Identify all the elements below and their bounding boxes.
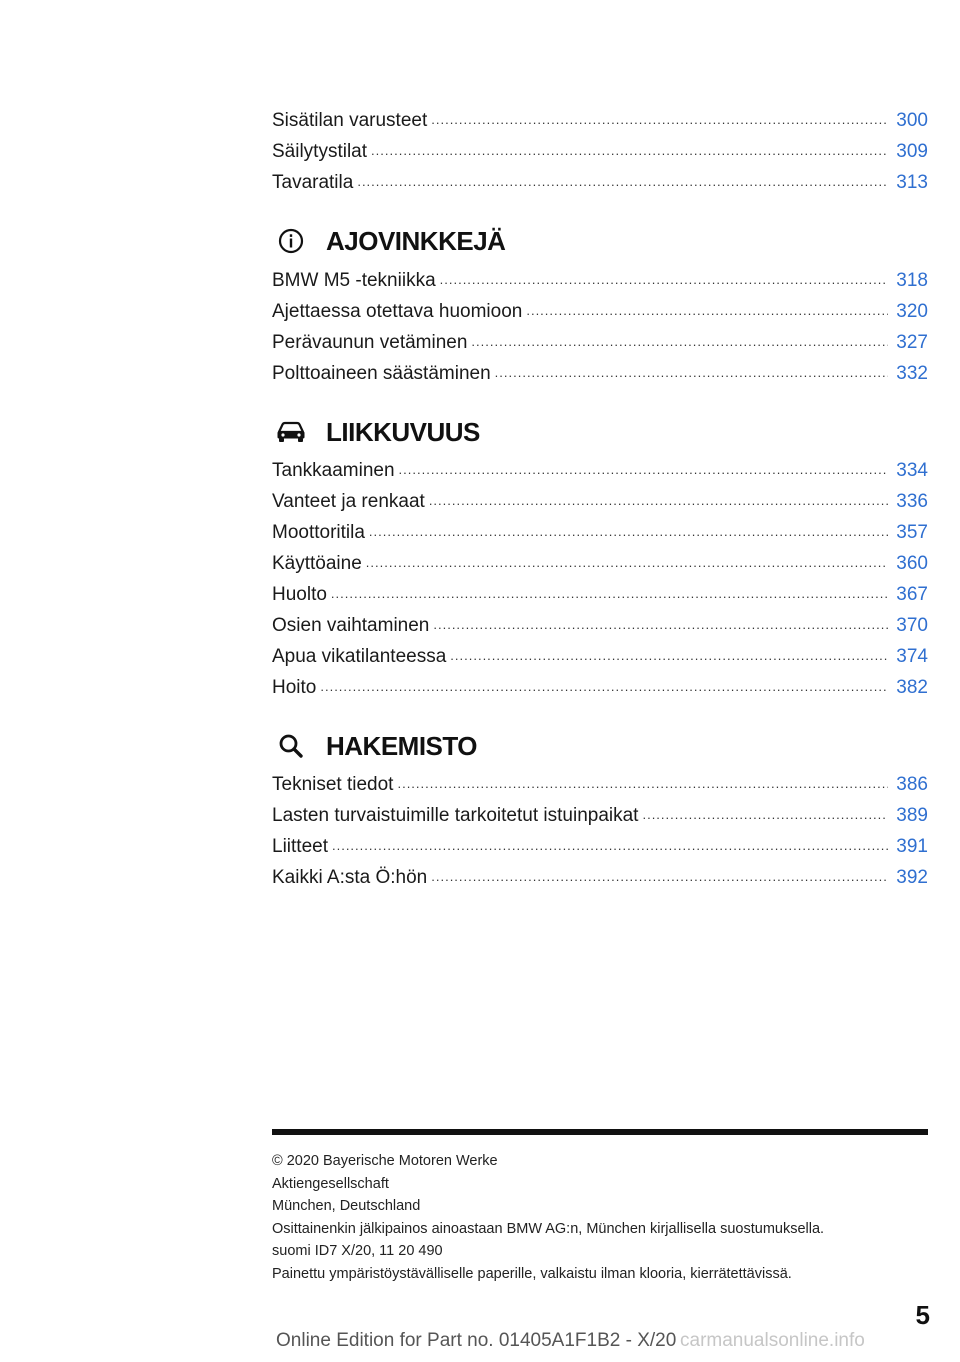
imprint-divider xyxy=(272,1129,928,1135)
toc-leader-dots xyxy=(526,301,888,321)
toc-page-link[interactable]: 318 xyxy=(896,270,928,291)
toc-entry[interactable] xyxy=(272,607,928,638)
toc-page-link[interactable]: 334 xyxy=(896,460,928,481)
toc-entry-label: Säilytystilat xyxy=(272,141,368,162)
toc-entry[interactable] xyxy=(272,355,928,386)
section-heading-hakemisto xyxy=(272,729,477,763)
toc-leader-dots xyxy=(366,553,888,573)
toc-entry-label: Osien vaihtaminen xyxy=(272,615,430,636)
toc-entry-label: Käyttöaine xyxy=(272,553,362,574)
imprint-edition-id: suomi ID7 X/20, 11 20 490 xyxy=(272,1243,443,1259)
toc-entry[interactable] xyxy=(272,164,928,195)
toc-leader-dots xyxy=(450,646,888,666)
imprint-reprint-notice: Osittainenkin jälkipainos ainoastaan BMW AG:n, München kirjallisella suostumuksella. xyxy=(272,1220,825,1237)
toc-leader-dots xyxy=(431,110,888,130)
toc-leader-dots xyxy=(429,491,888,511)
toc-entry[interactable] xyxy=(272,766,928,797)
section-title: LIIKKUVUUS xyxy=(326,416,480,447)
toc-page-link[interactable]: 386 xyxy=(896,774,928,795)
toc-entry-label: BMW M5 -tekniikka xyxy=(272,270,436,291)
toc-entry-label: Lasten turvaistuimille tarkoitetut istuinpaikat xyxy=(272,805,639,826)
search-icon xyxy=(276,731,306,761)
imprint-copyright: © 2020 Bayerische Motoren Werke xyxy=(272,1153,498,1169)
section-heading-ajovinkkeja xyxy=(272,224,505,258)
toc-entry-label: Tekniset tiedot xyxy=(272,774,394,795)
toc-page-link[interactable]: 357 xyxy=(896,522,928,543)
toc-entry[interactable] xyxy=(272,483,928,514)
toc-entry[interactable] xyxy=(272,102,928,133)
toc-entry[interactable] xyxy=(272,133,928,164)
toc-page-link[interactable]: 391 xyxy=(896,836,928,857)
toc-entry[interactable] xyxy=(272,293,928,324)
toc-page-link[interactable]: 309 xyxy=(896,141,928,162)
toc-leader-dots xyxy=(331,584,888,604)
toc-page-link[interactable]: 367 xyxy=(896,584,928,605)
toc-entry-label: Perävaunun vetäminen xyxy=(272,332,468,353)
toc-leader-dots xyxy=(357,172,888,192)
toc-entry-label: Hoito xyxy=(272,677,317,698)
toc-entry-label: Sisätilan varusteet xyxy=(272,110,428,131)
toc-entry-label: Huolto xyxy=(272,584,327,605)
toc-entry-label: Moottoritila xyxy=(272,522,365,543)
watermark: carmanualsonline.info xyxy=(680,1330,865,1351)
toc-entry-label: Polttoaineen säästäminen xyxy=(272,363,491,384)
section-title: HAKEMISTO xyxy=(326,730,478,761)
toc-page-link[interactable]: 320 xyxy=(896,301,928,322)
toc-leader-dots xyxy=(642,805,888,825)
toc-leader-dots xyxy=(471,332,888,352)
toc-entry[interactable] xyxy=(272,828,928,859)
toc-entry-label: Tankkaaminen xyxy=(272,460,395,481)
imprint-location: München, Deutschland xyxy=(272,1198,421,1214)
imprint-company: Aktiengesellschaft xyxy=(272,1175,389,1192)
toc-leader-dots xyxy=(495,363,888,383)
toc-entry[interactable] xyxy=(272,797,928,828)
toc-entry-label: Apua vikatilanteessa xyxy=(272,646,447,667)
toc-leader-dots xyxy=(320,677,888,697)
footer-edition: Online Edition for Part no. 01405A1F1B2 - X/20 xyxy=(276,1330,677,1351)
toc-entry-label: Ajettaessa otettava huomioon xyxy=(272,301,523,322)
toc-page-link[interactable]: 382 xyxy=(896,677,928,698)
toc-entry[interactable] xyxy=(272,638,928,669)
toc-page-link[interactable]: 336 xyxy=(896,491,928,512)
toc-page-link[interactable]: 370 xyxy=(896,615,928,636)
toc-entry[interactable] xyxy=(272,452,928,483)
toc-entry[interactable] xyxy=(272,859,928,890)
toc-entry-label: Liitteet xyxy=(272,836,328,857)
toc-entry-label: Kaikki A:sta Ö:hön xyxy=(272,867,428,888)
toc-page-link[interactable]: 313 xyxy=(896,172,928,193)
info-icon xyxy=(276,226,306,256)
toc-page-link[interactable]: 374 xyxy=(896,646,928,667)
toc-leader-dots xyxy=(431,867,888,887)
toc-page-link[interactable]: 332 xyxy=(896,363,928,384)
section-title: AJOVINKKEJÄ xyxy=(326,225,506,256)
toc-leader-dots xyxy=(369,522,888,542)
toc-entry[interactable] xyxy=(272,514,928,545)
toc-entry-label: Tavaratila xyxy=(272,172,354,193)
toc-leader-dots xyxy=(399,460,888,480)
toc-leader-dots xyxy=(440,270,888,290)
toc-entry-label: Vanteet ja renkaat xyxy=(272,491,425,512)
section-heading-liikkuvuus xyxy=(272,415,480,449)
toc-page-link[interactable]: 327 xyxy=(896,332,928,353)
toc-entry[interactable] xyxy=(272,262,928,293)
car-icon xyxy=(276,417,306,447)
toc-entry[interactable] xyxy=(272,669,928,700)
page-number: 5 xyxy=(915,1300,930,1330)
toc-page-link[interactable]: 300 xyxy=(896,110,928,131)
toc-leader-dots xyxy=(371,141,888,161)
imprint-block xyxy=(272,1150,928,1285)
toc-leader-dots xyxy=(332,836,888,856)
toc-entry[interactable] xyxy=(272,324,928,355)
toc-leader-dots xyxy=(397,774,888,794)
toc-page-link[interactable]: 389 xyxy=(896,805,928,826)
toc-entry[interactable] xyxy=(272,545,928,576)
imprint-paper-notice: Painettu ympäristöystävälliselle paperille, valkaistu ilman klooria, kierrätettävissä. xyxy=(272,1265,792,1282)
toc-leader-dots xyxy=(433,615,888,635)
toc-page-link[interactable]: 392 xyxy=(896,867,928,888)
toc-entry[interactable] xyxy=(272,576,928,607)
toc-page-link[interactable]: 360 xyxy=(896,553,928,574)
